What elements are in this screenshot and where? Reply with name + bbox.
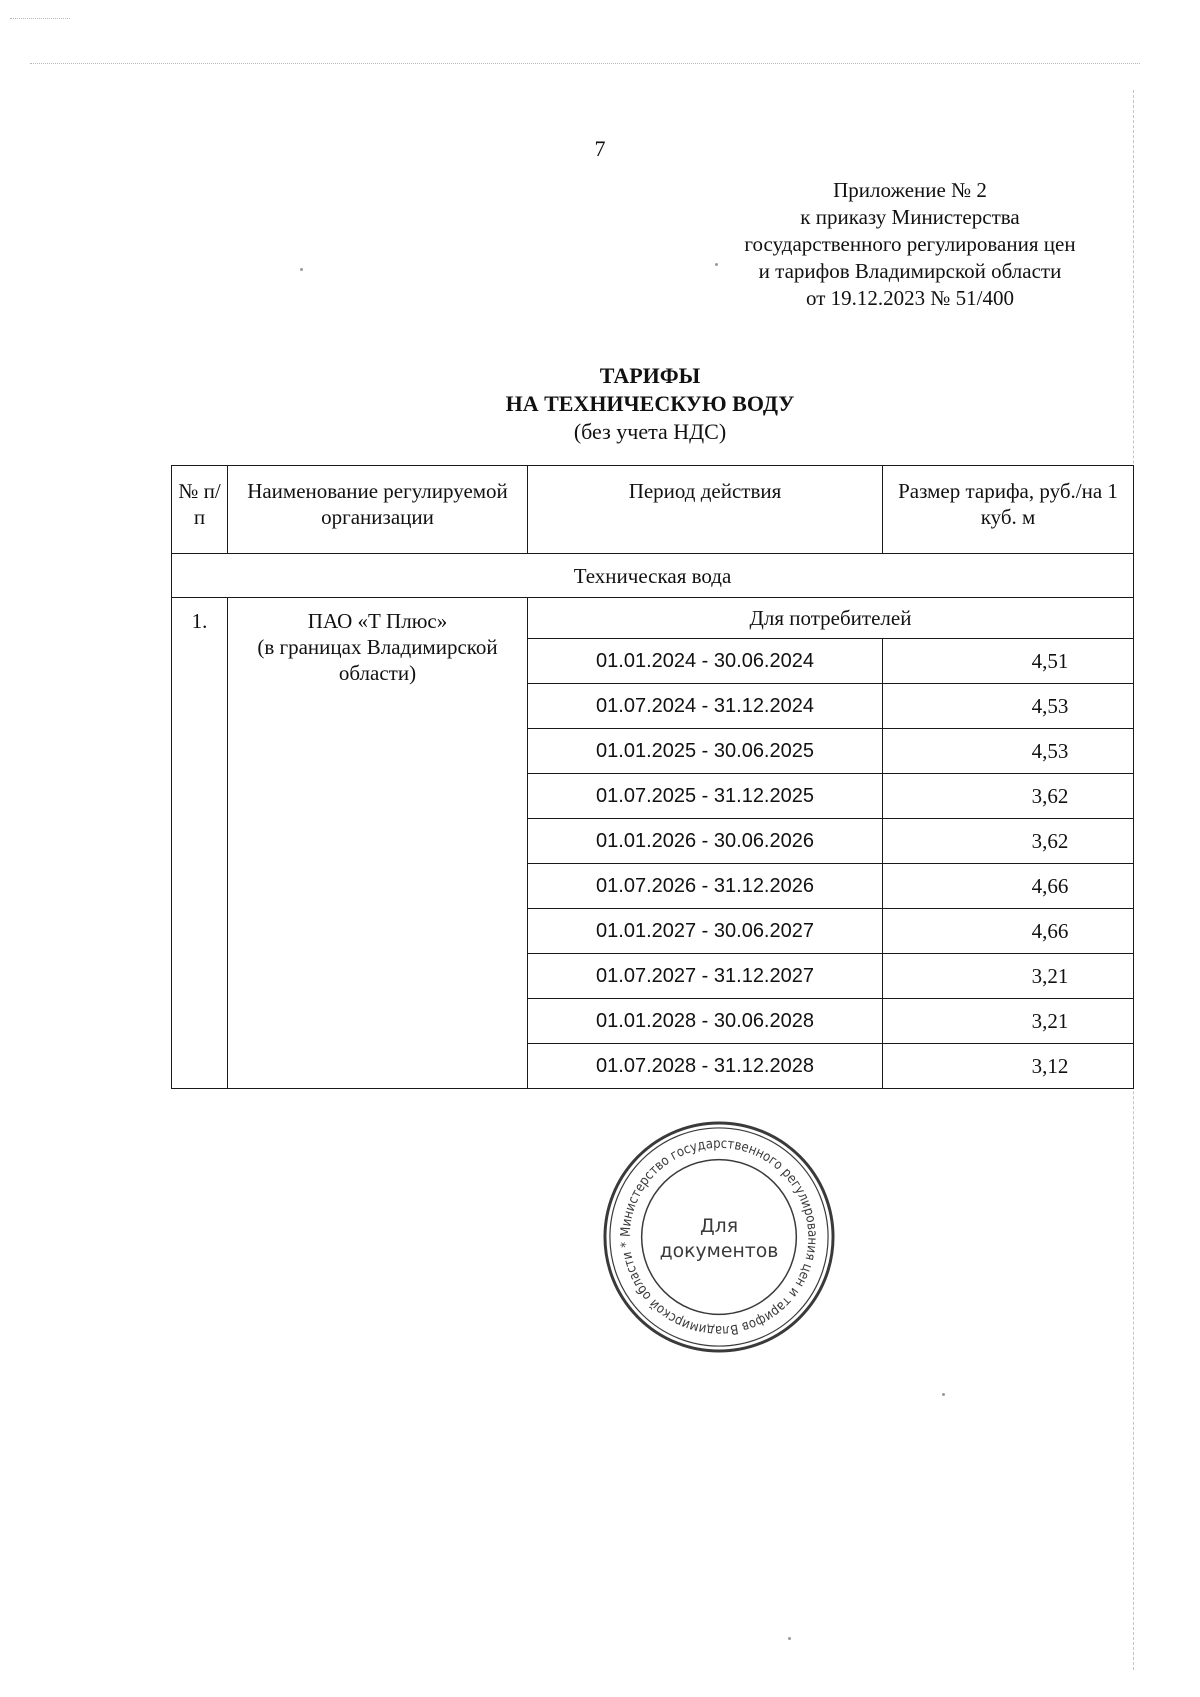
seal-ring-text: Министерство государственного регулирования цен и тарифов Владимирской области * [618,1136,820,1338]
table-header-row [172,466,1134,554]
appendix-header [700,177,1120,312]
period-cell: 01.01.2026 - 30.06.2026 [528,819,883,864]
period-cell: 01.07.2025 - 31.12.2025 [528,774,883,819]
period-cell: 01.07.2028 - 31.12.2028 [528,1044,883,1089]
page-number: 7 [594,136,606,161]
appendix-line: к приказу Министерства [800,205,1020,229]
seal-center-line: Для [699,1216,739,1238]
organization-line: области) [338,661,417,685]
consumer-group-label: Для потребителей [528,598,1134,639]
speck [788,1637,791,1640]
section-label: Техническая вода [172,554,1134,598]
appendix-line: Приложение № 2 [833,178,987,202]
organization-line: ПАО «Т Плюс» [307,609,448,633]
appendix-line: и тарифов Владимирской области [758,259,1062,283]
tariff-table [171,465,1134,1089]
speck [300,268,303,271]
speck [942,1393,945,1396]
tariff-value: 4,66 [883,909,1134,954]
organization-name [228,598,528,1089]
header-period: Период действия [528,466,883,554]
period-cell: 01.01.2027 - 30.06.2027 [528,909,883,954]
appendix-line: от 19.12.2023 № 51/400 [805,286,1015,310]
period-cell: 01.01.2025 - 30.06.2025 [528,729,883,774]
appendix-line: государственного регулирования цен [744,232,1076,256]
header-org: Наименование регулируемой организации [228,466,528,554]
seal-center-line: документов [659,1240,779,1262]
tariff-value: 3,21 [883,954,1134,999]
title-subline: (без учета НДС) [573,419,727,444]
scan-artifact [30,63,1140,64]
document-title [0,362,1200,446]
tariff-value: 4,53 [883,684,1134,729]
tariff-value: 3,12 [883,1044,1134,1089]
tariff-value: 4,51 [883,639,1134,684]
organization-line: (в границах Владимирской [257,635,498,659]
period-cell: 01.01.2028 - 30.06.2028 [528,999,883,1044]
tariff-value: 4,53 [883,729,1134,774]
consumer-group-row [172,598,1134,639]
row-number: 1. [172,598,228,1089]
period-cell: 01.07.2024 - 31.12.2024 [528,684,883,729]
period-cell: 01.07.2027 - 31.12.2027 [528,954,883,999]
tariff-value: 4,66 [883,864,1134,909]
section-row [172,554,1134,598]
title-line: НА ТЕХНИЧЕСКУЮ ВОДУ [505,391,795,416]
tariff-value: 3,62 [883,819,1134,864]
tariff-value: 3,62 [883,774,1134,819]
official-seal [600,1118,838,1356]
tariff-value: 3,21 [883,999,1134,1044]
period-cell: 01.01.2024 - 30.06.2024 [528,639,883,684]
header-num: № п/п [172,466,228,554]
scan-artifact [10,18,70,19]
header-rate: Размер тарифа, руб./на 1 куб. м [883,466,1134,554]
title-line: ТАРИФЫ [599,363,701,388]
period-cell: 01.07.2026 - 31.12.2026 [528,864,883,909]
